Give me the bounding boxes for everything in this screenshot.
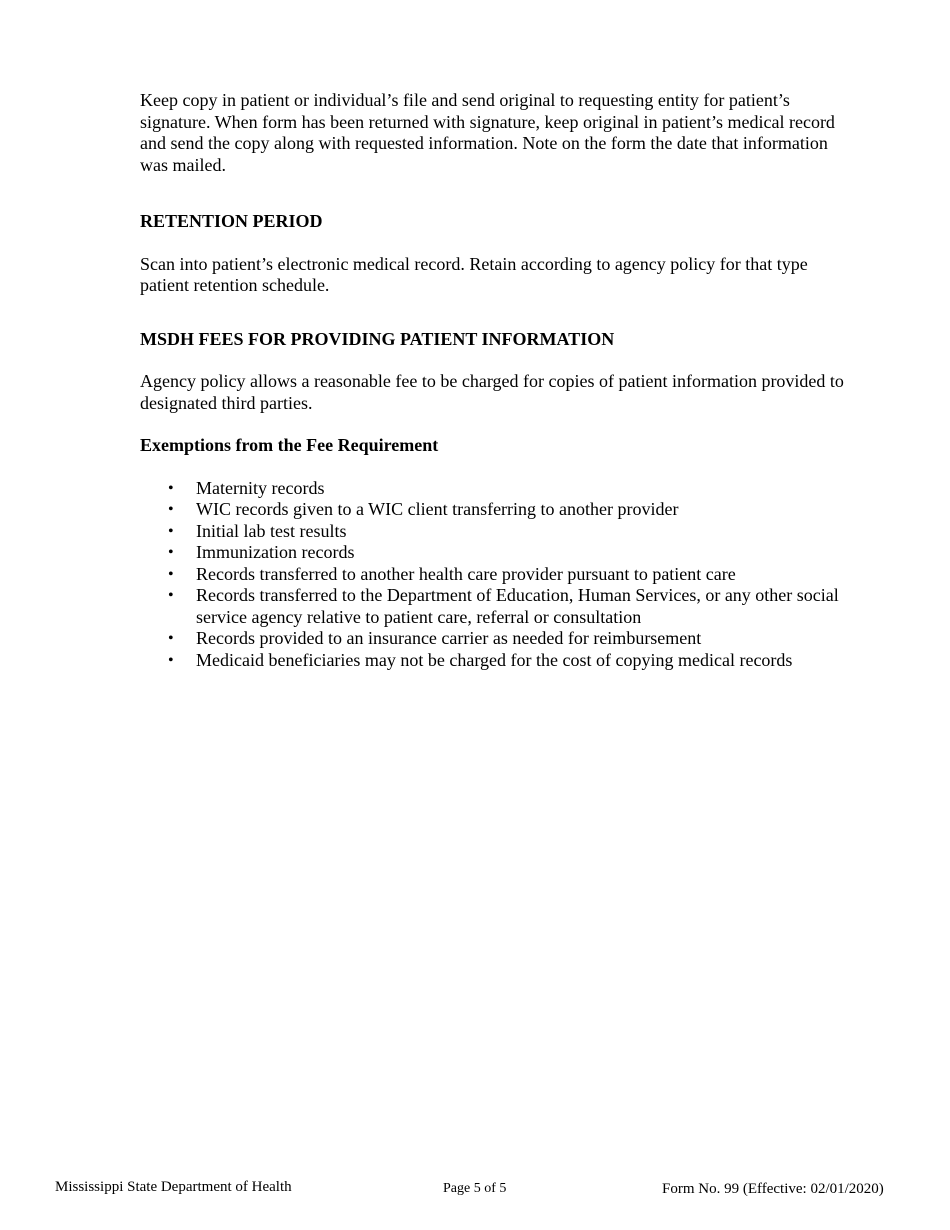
footer-page-number: Page 5 of 5 (443, 1181, 507, 1196)
list-item-text: Records provided to an insurance carrier as needed for reimbursement (196, 628, 702, 648)
list-item-text: Medicaid beneficiaries may not be charged for the cost of copying medical records (196, 649, 793, 670)
footer-organization: Mississippi State Department of Health (55, 1179, 292, 1195)
list-item-text: Records transferred to another health care provider pursuant to patient care (196, 563, 736, 584)
list-item (140, 499, 860, 521)
list-item (140, 650, 860, 672)
exemptions-heading: Exemptions from the Fee Requirement (140, 435, 439, 455)
list-item-text: Initial lab test results (196, 520, 347, 541)
bullet-icon: • (168, 522, 174, 540)
fees-heading: MSDH FEES FOR PROVIDING PATIENT INFORMATION (140, 328, 615, 349)
bullet-icon: • (168, 651, 174, 669)
bullet-icon: • (168, 565, 174, 583)
list-item-text: Immunization records (196, 542, 355, 562)
list-item (140, 521, 860, 543)
list-item (140, 564, 860, 586)
bullet-icon: • (168, 479, 174, 497)
list-item-text: WIC records given to a WIC client transferring to another provider (196, 499, 679, 519)
list-item-text: Maternity records (196, 477, 325, 498)
list-item (140, 585, 860, 628)
retention-heading: RETENTION PERIOD (140, 211, 323, 231)
fees-paragraph: Agency policy allows a reasonable fee to be charged for copies of patient information provided to designated third parties. (140, 371, 844, 413)
intro-paragraph: Keep copy in patient or individual’s file and send original to requesting entity for patient’s signature. When form has been returned with signature, keep original in patient’s medical record and send the copy along with requested information. Note on the form the date that information was mailed. (140, 90, 835, 175)
bullet-icon: • (168, 501, 174, 518)
list-item (140, 628, 860, 650)
bullet-icon: • (168, 630, 174, 647)
list-item-text: Records transferred to the Department of Education, Human Services, or any other social service agency relative to patient care, referral or consultation (196, 585, 839, 627)
page-content (140, 90, 860, 671)
bullet-icon: • (168, 587, 174, 604)
retention-paragraph: Scan into patient’s electronic medical record. Retain according to agency policy for that type patient retention schedule. (140, 253, 808, 295)
exemptions-list (140, 478, 860, 672)
bullet-icon: • (168, 544, 174, 561)
list-item (140, 478, 860, 500)
list-item (140, 542, 860, 564)
footer-form-number: Form No. 99 (Effective: 02/01/2020) (662, 1181, 884, 1197)
